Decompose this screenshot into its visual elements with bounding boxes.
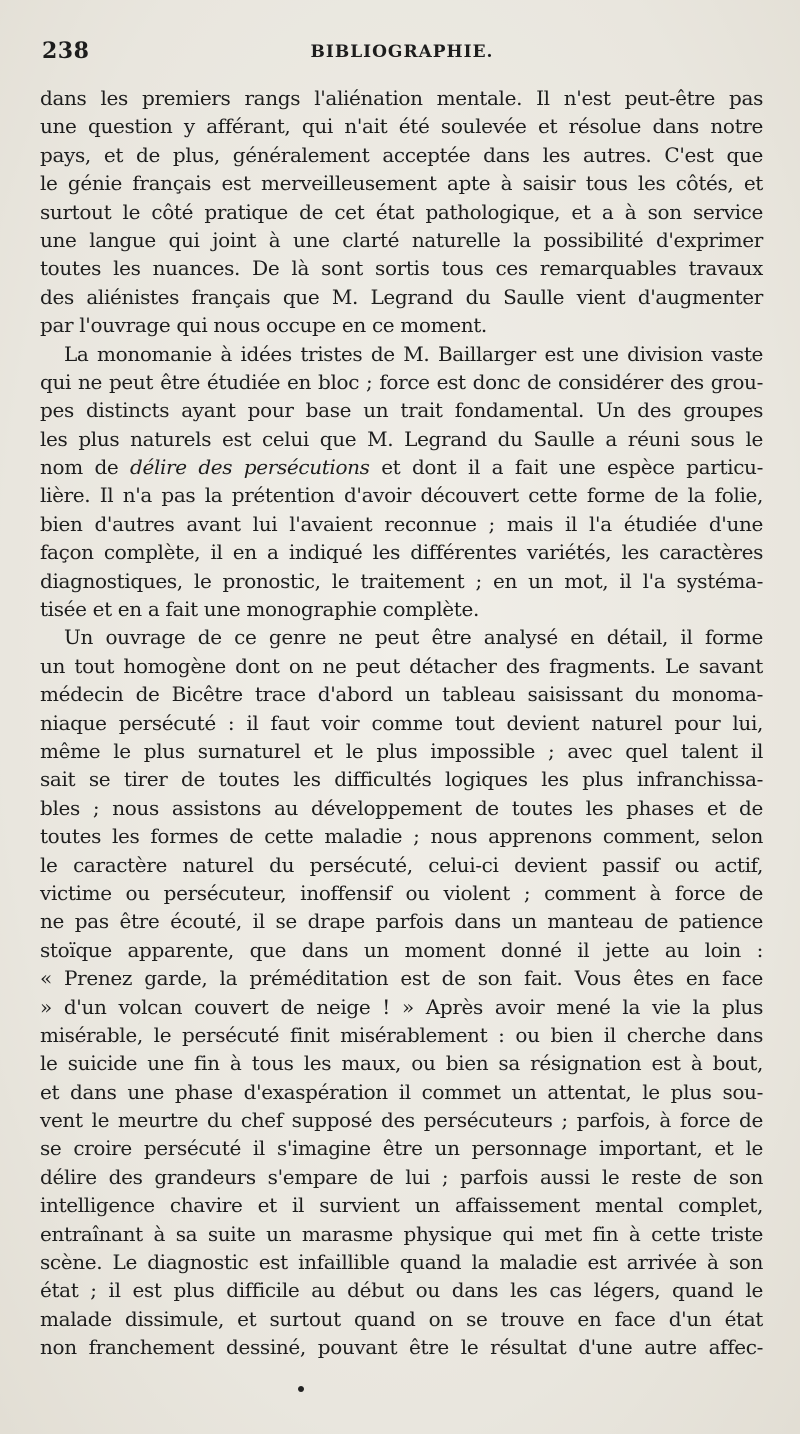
paragraph-end-line: par l'ouvrage qui nous occupe en ce moment. [40,313,487,338]
text-line: bles ; nous assistons au développement de toutes les phases et de [40,795,763,820]
italic-term: délire des persécutions [130,455,370,480]
text-line: qui ne peut être étudiée en bloc ; force est donc de considérer des grou- [40,369,763,394]
text-line: stoïque apparente, que dans un moment donné il jette au loin : [40,937,763,962]
body-text [40,84,763,1362]
paragraph-end-line: tisée et en a fait une monographie complète. [40,597,479,622]
text-line: niaque persécuté : il faut voir comme tout devient naturel pour lui, [40,710,763,735]
text-line: des aliénistes français que M. Legrand du Saulle vient d'augmenter [40,284,763,309]
paragraph-start-line: Un ouvrage de ce genre ne peut être analysé en détail, il forme [64,625,763,650]
text-line: le caractère naturel du persécuté, celui-ci devient passif ou actif, [40,852,763,877]
text-line: scène. Le diagnostic est infaillible quand la maladie est arrivée à son [40,1250,763,1275]
text-line: lière. Il n'a pas la prétention d'avoir découvert cette forme de la folie, [40,483,763,508]
text-line: les plus naturels est celui que M. Legrand du Saulle a réuni sous le [40,426,763,451]
running-head: BIBLIOGRAPHIE. [310,42,494,62]
text-line: bien d'autres avant lui l'avaient reconnue ; mais il l'a étudiée d'une [40,511,763,536]
text-line: ne pas être écouté, il se drape parfois dans un manteau de patience [40,909,763,934]
ink-speck [298,1386,304,1392]
page-header [42,38,762,72]
text-line: vent le meurtre du chef supposé des persécuteurs ; parfois, à force de [40,1108,763,1133]
text-line: et dans une phase d'exaspération il commet un attentat, le plus sou- [40,1079,763,1104]
text-line: même le plus surnaturel et le plus impossible ; avec quel talent il [40,738,763,763]
text-line-with-italic: nom de délire des persécutions et dont il a fait une espèce particu- [40,455,763,480]
text-line: une langue qui joint à une clarté naturelle la possibilité d'exprimer [40,227,763,252]
text-line: diagnostiques, le pronostic, le traitement ; en un mot, il l'a systéma- [40,568,763,593]
page-number: 238 [42,38,90,64]
text-line: une question y afférant, qui n'ait été soulevée et résolue dans notre [40,114,763,139]
text-line: victime ou persécuteur, inoffensif ou violent ; comment à force de [40,880,763,905]
text-line: le suicide une fin à tous les maux, ou bien sa résignation est à bout, [40,1051,763,1076]
text-line: pes distincts ayant pour base un trait fondamental. Un des groupes [40,398,763,423]
text-line: façon complète, il en a indiqué les différentes variétés, les caractères [40,540,763,565]
text-line: dans les premiers rangs l'aliénation mentale. Il n'est peut-être pas [40,86,763,110]
text-line: « Prenez garde, la préméditation est de son fait. Vous êtes en face [40,966,763,991]
text-line: le génie français est merveilleusement apte à saisir tous les côtés, et [40,171,763,196]
text-line: intelligence chavire et il survient un affaissement mental complet, [40,1193,763,1218]
text-line: état ; il est plus difficile au début ou dans les cas légers, quand le [40,1278,763,1303]
text-line: un tout homogène dont on ne peut détacher des fragments. Le savant [40,653,763,678]
text-line: toutes les nuances. De là sont sortis tous ces remarquables travaux [40,256,763,281]
text-line: entraînant à sa suite un marasme physique qui met fin à cette triste [40,1221,763,1246]
text-line: misérable, le persécuté finit misérablement : ou bien il cherche dans [40,1022,763,1047]
text-line: se croire persécuté il s'imagine être un personnage important, et le [40,1136,763,1161]
text-line: surtout le côté pratique de cet état pathologique, et a à son service [40,199,763,224]
text-line: sait se tirer de toutes les difficultés logiques les plus infranchissa- [40,767,763,792]
text-line: toutes les formes de cette maladie ; nous apprenons comment, selon [40,824,763,849]
text-line: médecin de Bicêtre trace d'abord un tableau saisissant du monoma- [40,682,763,707]
text-line: non franchement dessiné, pouvant être le résultat d'une autre affec- [40,1335,763,1360]
text-line: malade dissimule, et surtout quand on se trouve en face d'un état [40,1306,763,1331]
text-line: pays, et de plus, généralement acceptée dans les autres. C'est que [40,142,763,167]
text-line: » d'un volcan couvert de neige ! » Après avoir mené la vie la plus [40,994,763,1019]
text-line: délire des grandeurs s'empare de lui ; parfois aussi le reste de son [40,1164,763,1189]
paragraph-start-line: La monomanie à idées tristes de M. Baillarger est une division vaste [64,341,763,366]
